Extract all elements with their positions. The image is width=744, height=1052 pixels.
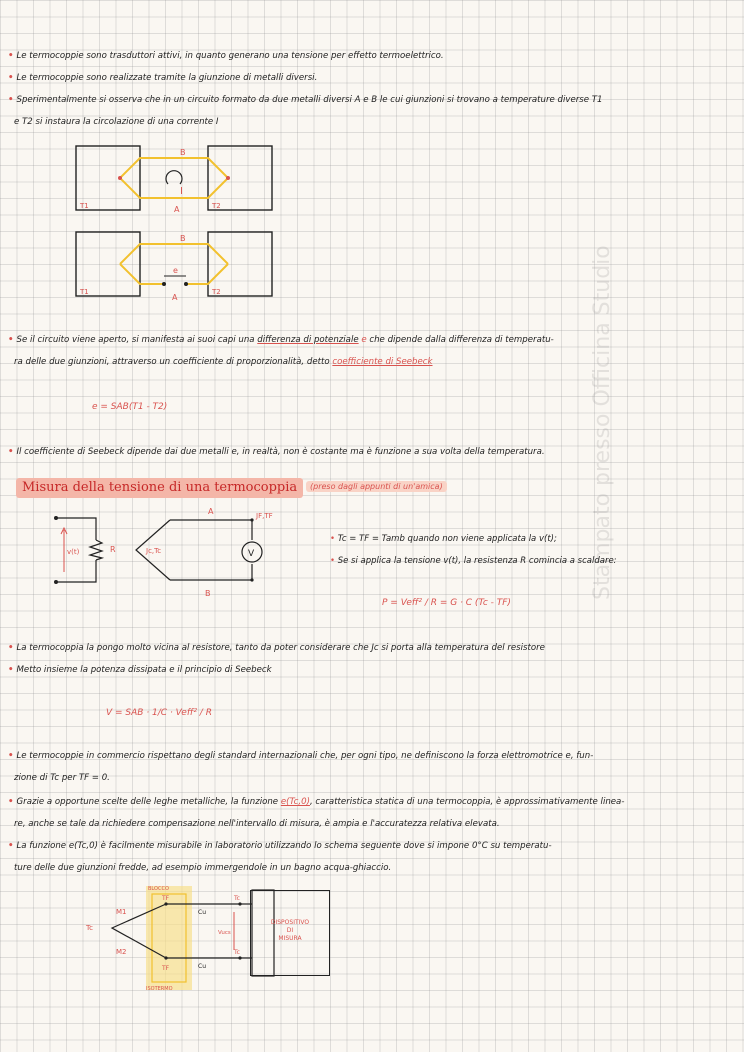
text: e T2 si instaura la circolazione di una corrente I <box>14 117 219 127</box>
condition-1: • Tc = TF = Tamb quando non viene applicata la v(t); <box>330 534 557 544</box>
label-isotermo: ISOTERMO <box>146 986 173 992</box>
note-line-6: • La termocoppia la pongo molto vicina al resistore, tanto da poter considerare che Jc si porta alla temperatura del resistore <box>8 643 545 653</box>
section-heading: Misura della tensione di una termocoppia <box>16 478 303 498</box>
note-line-2: • Le termocoppie sono realizzate tramite la giunzione di metalli diversi. <box>8 73 318 83</box>
note-line-9a: • Grazie a opportune scelte delle leghe metalliche, la funzione e(Tc,0), caratteristica statica di una termocoppia, è approssimativamente linea- <box>8 797 625 807</box>
label-tf-bottom: TF <box>162 965 170 972</box>
label-b: B <box>205 589 211 598</box>
note-line-4b <box>14 356 742 368</box>
red-text: e <box>358 335 370 345</box>
text: Il coefficiente di Seebeck dipende dai due metalli e, in realtà, non è costante ma è funzione a sua volta della temperatura. <box>16 447 545 457</box>
label-b: B <box>180 148 186 157</box>
label-b: B <box>180 234 186 243</box>
label-a: A <box>174 205 180 214</box>
text: Tc = TF = Tamb quando non viene applicata la v(t); <box>337 534 557 544</box>
note-line-8a: • Le termocoppie in commercio rispettano degli standard internazionali che, per ogni tipo, ne definiscono la forza elettromotrice e, fun- <box>8 751 594 761</box>
label-r: R <box>110 545 116 554</box>
text: , caratteristica statica di una termocoppia, è approssimativamente linea- <box>309 797 625 807</box>
text: La termocoppia la pongo molto vicina al resistore, tanto da poter considerare che Jc si porta alla temperatura del resistore <box>16 643 545 653</box>
label-jf: JF,TF <box>256 512 273 520</box>
text: Le termocoppie sono trasduttori attivi, in quanto generano una tensione per effetto termoelettrico. <box>16 51 444 61</box>
voltage-formula: V = SAB · 1/C · Veff² / R <box>106 708 212 718</box>
text: ra delle due giunzioni, attraverso un coefficiente di proporzionalità, detto <box>14 357 333 367</box>
label-emf: e <box>173 266 178 275</box>
note-line-3b <box>14 116 742 128</box>
label-t1: T1 <box>80 288 89 296</box>
voltmeter-label: V <box>248 549 255 559</box>
section-heading-note: (preso dagli appunti di un'amica) <box>306 481 447 492</box>
text: Se il circuito viene aperto, si manifesta ai suoi capi una <box>16 335 258 345</box>
watermark: Stampato presso Officina Studio <box>590 245 615 600</box>
seebeck-formula: e = SAB(T1 - T2) <box>92 402 168 412</box>
note-line-1: • Le termocoppie sono trasduttori attivi, in quanto generano una tensione per effetto termoelettrico. <box>8 51 444 61</box>
label-tc-top: Tc <box>234 895 240 902</box>
label-cu-top: Cu <box>198 909 206 916</box>
red-text: coefficiente di Seebeck <box>332 357 433 367</box>
text: La funzione e(Tc,0) è facilmente misurabile in laboratorio utilizzando lo schema seguente dove si impone 0°C su temperatu- <box>16 841 552 851</box>
label-t1: T1 <box>80 202 89 210</box>
note-line-3a: • Sperimentalmente si osserva che in un circuito formato da due metalli diversi A e B le cui giunzioni si trovano a temperature diverse T1 <box>8 95 603 105</box>
text: Le termocoppie sono realizzate tramite la giunzione di metalli diversi. <box>16 73 318 83</box>
label-m2: M2 <box>116 948 127 956</box>
text: Le termocoppie in commercio rispettano degli standard internazionali che, per ogni tipo, ne definiscono la forza elettromotrice e, fun- <box>16 751 594 761</box>
device-label-3: MISURA <box>278 935 302 942</box>
text: Grazie a opportune scelte delle leghe metalliche, la funzione <box>16 797 281 807</box>
note-line-4a: • Se il circuito viene aperto, si manifesta ai suoi capi una differenza di potenziale e che dipende dalla differenza di temperatu- <box>8 335 554 345</box>
label-blocco: BLOCCO <box>148 886 169 892</box>
label-a: A <box>172 293 178 302</box>
text: re, anche se tale da richiedere compensazione nell'intervallo di misura, è ampia e l'accuratezza relativa elevata. <box>14 819 500 829</box>
thermocouple-circuit-diagram <box>70 140 290 220</box>
label-vt: v(t) <box>67 548 80 556</box>
label-tf-top: TF <box>162 895 170 902</box>
label-current: I <box>180 186 183 197</box>
measurement-device-box <box>250 890 330 976</box>
label-tc: Tc <box>86 924 93 932</box>
label-jc: Jc,Tc <box>146 547 162 555</box>
text: Metto insieme la potenza dissipata e il principio di Seebeck <box>16 665 272 675</box>
power-formula: P = Veff² / R = G · C (Tc - TF) <box>382 598 511 608</box>
note-line-10b <box>14 862 742 874</box>
label-m1: M1 <box>116 908 127 916</box>
text: ture delle due giunzioni fredde, ad esempio immergendole in un bagno acqua-ghiaccio. <box>14 863 392 873</box>
note-line-9b <box>14 818 742 830</box>
text: zione di Tc per TF = 0. <box>14 773 110 783</box>
label-cu-bottom: Cu <box>198 963 206 970</box>
red-text: e(Tc,0) <box>280 797 310 807</box>
label-t2: T2 <box>212 288 221 296</box>
device-label-1: DISPOSITIVO <box>270 919 310 926</box>
underlined-text: differenza di potenziale <box>257 335 359 345</box>
condition-2: • Se si applica la tensione v(t), la resistenza R comincia a scaldare: <box>330 556 617 566</box>
label-a: A <box>208 507 214 516</box>
resistor-measurement-diagram <box>40 500 330 600</box>
device-label-2: DI <box>286 927 294 934</box>
text: Sperimentalmente si osserva che in un circuito formato da due metalli diversi A e B le cui giunzioni si trovano a temperature diverse T1 <box>16 95 603 105</box>
note-line-8b <box>14 772 742 784</box>
open-circuit-diagram <box>70 226 290 306</box>
label-vucs: Vucs <box>218 930 231 936</box>
note-line-5: • Il coefficiente di Seebeck dipende dai due metalli e, in realtà, non è costante ma è funzione a sua volta della temperatura. <box>8 447 545 457</box>
label-t2: T2 <box>212 202 221 210</box>
note-line-10a: • La funzione e(Tc,0) è facilmente misurabile in laboratorio utilizzando lo schema seguente dove si impone 0°C su temperatu- <box>8 841 552 851</box>
text: che dipende dalla differenza di temperatu- <box>369 335 554 345</box>
label-tc-bottom: Tc <box>234 949 240 956</box>
note-line-7: • Metto insieme la potenza dissipata e il principio di Seebeck <box>8 665 272 675</box>
text: Se si applica la tensione v(t), la resistenza R comincia a scaldare: <box>337 556 617 566</box>
